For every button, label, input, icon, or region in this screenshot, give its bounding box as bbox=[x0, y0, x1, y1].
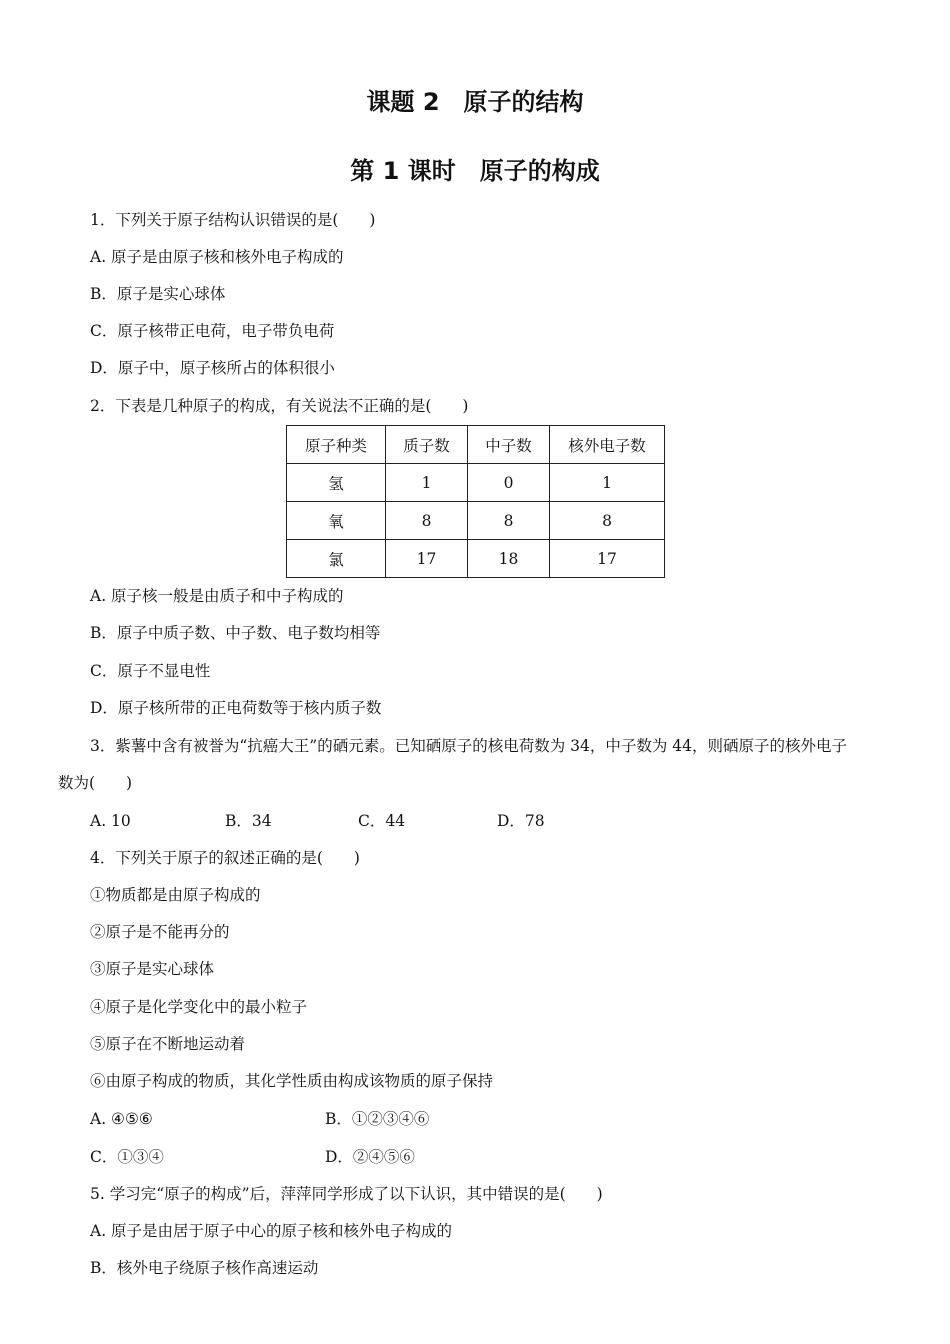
table-cell: 0 bbox=[468, 464, 550, 502]
table-cell: 17 bbox=[550, 540, 665, 578]
table-header-cell: 中子数 bbox=[468, 426, 550, 464]
q2-option-b: B．原子中质子数、中子数、电子数均相等 bbox=[90, 624, 381, 642]
q2-stem: 2．下表是几种原子的构成，有关说法不正确的是( ) bbox=[90, 397, 469, 415]
q3-option-a: A. 10 bbox=[90, 812, 131, 830]
q1-option-c: C．原子核带正电荷，电子带负电荷 bbox=[90, 322, 335, 340]
q3-option-b: B．34 bbox=[225, 812, 272, 830]
table-header-cell: 原子种类 bbox=[287, 426, 386, 464]
q3-option-d: D．78 bbox=[497, 812, 545, 830]
q4-statement: ⑤原子在不断地运动着 bbox=[90, 1035, 246, 1053]
table-cell: 1 bbox=[386, 464, 468, 502]
q5-stem: 5. 学习完“原子的构成”后，萍萍同学形成了以下认识，其中错误的是( ) bbox=[90, 1185, 603, 1203]
q4-option-d: D．②④⑤⑥ bbox=[325, 1148, 415, 1166]
table-row bbox=[287, 540, 665, 578]
q4-statement: ⑥由原子构成的物质，其化学性质由构成该物质的原子保持 bbox=[90, 1072, 494, 1090]
q4-statement: ①物质都是由原子构成的 bbox=[90, 886, 261, 904]
table-row bbox=[287, 502, 665, 540]
table-cell: 17 bbox=[386, 540, 468, 578]
q1-option-d: D．原子中，原子核所占的体积很小 bbox=[90, 359, 335, 377]
q4-statement: ③原子是实心球体 bbox=[90, 960, 215, 978]
table-cell: 8 bbox=[550, 502, 665, 540]
table-cell: 18 bbox=[468, 540, 550, 578]
table-cell: 8 bbox=[468, 502, 550, 540]
q2-option-d: D．原子核所带的正电荷数等于核内质子数 bbox=[90, 699, 382, 717]
q4-option-c: C．①③④ bbox=[90, 1148, 164, 1166]
atom-composition-table bbox=[286, 425, 665, 578]
table-cell: 1 bbox=[550, 464, 665, 502]
q3-option-c: C．44 bbox=[358, 812, 406, 830]
q2-option-a: A. 原子核一般是由质子和中子构成的 bbox=[90, 587, 344, 605]
table-cell: 氧 bbox=[287, 502, 386, 540]
table-row bbox=[287, 464, 665, 502]
q4-statement: ②原子是不能再分的 bbox=[90, 923, 230, 941]
q4-statement: ④原子是化学变化中的最小粒子 bbox=[90, 998, 308, 1016]
table-header-cell: 质子数 bbox=[386, 426, 468, 464]
q3-stem-line2: 数为( ) bbox=[58, 774, 133, 792]
q3-stem-line1: 3．紫薯中含有被誉为“抗癌大王”的硒元素。已知硒原子的核电荷数为 34，中子数为 44，则硒原子的核外电子 bbox=[90, 737, 848, 755]
table-cell: 氢 bbox=[287, 464, 386, 502]
q4-option-a: A. ④⑤⑥ bbox=[90, 1110, 153, 1128]
q1-stem: 1．下列关于原子结构认识错误的是( ) bbox=[90, 211, 376, 229]
table-header-row bbox=[287, 426, 665, 464]
table-header-cell: 核外电子数 bbox=[550, 426, 665, 464]
q5-option-b: B．核外电子绕原子核作高速运动 bbox=[90, 1259, 319, 1277]
table-cell: 8 bbox=[386, 502, 468, 540]
q1-option-a: A. 原子是由原子核和核外电子构成的 bbox=[90, 248, 344, 266]
table-cell: 氯 bbox=[287, 540, 386, 578]
page-title: 课题 2 原子的结构 bbox=[366, 88, 584, 116]
q1-option-b: B．原子是实心球体 bbox=[90, 285, 226, 303]
q4-option-b: B．①②③④⑥ bbox=[325, 1110, 430, 1128]
lesson-subtitle: 第 1 课时 原子的构成 bbox=[350, 157, 600, 185]
q2-option-c: C．原子不显电性 bbox=[90, 662, 211, 680]
q5-option-a: A. 原子是由居于原子中心的原子核和核外电子构成的 bbox=[90, 1222, 453, 1240]
q4-stem: 4．下列关于原子的叙述正确的是( ) bbox=[90, 849, 360, 867]
